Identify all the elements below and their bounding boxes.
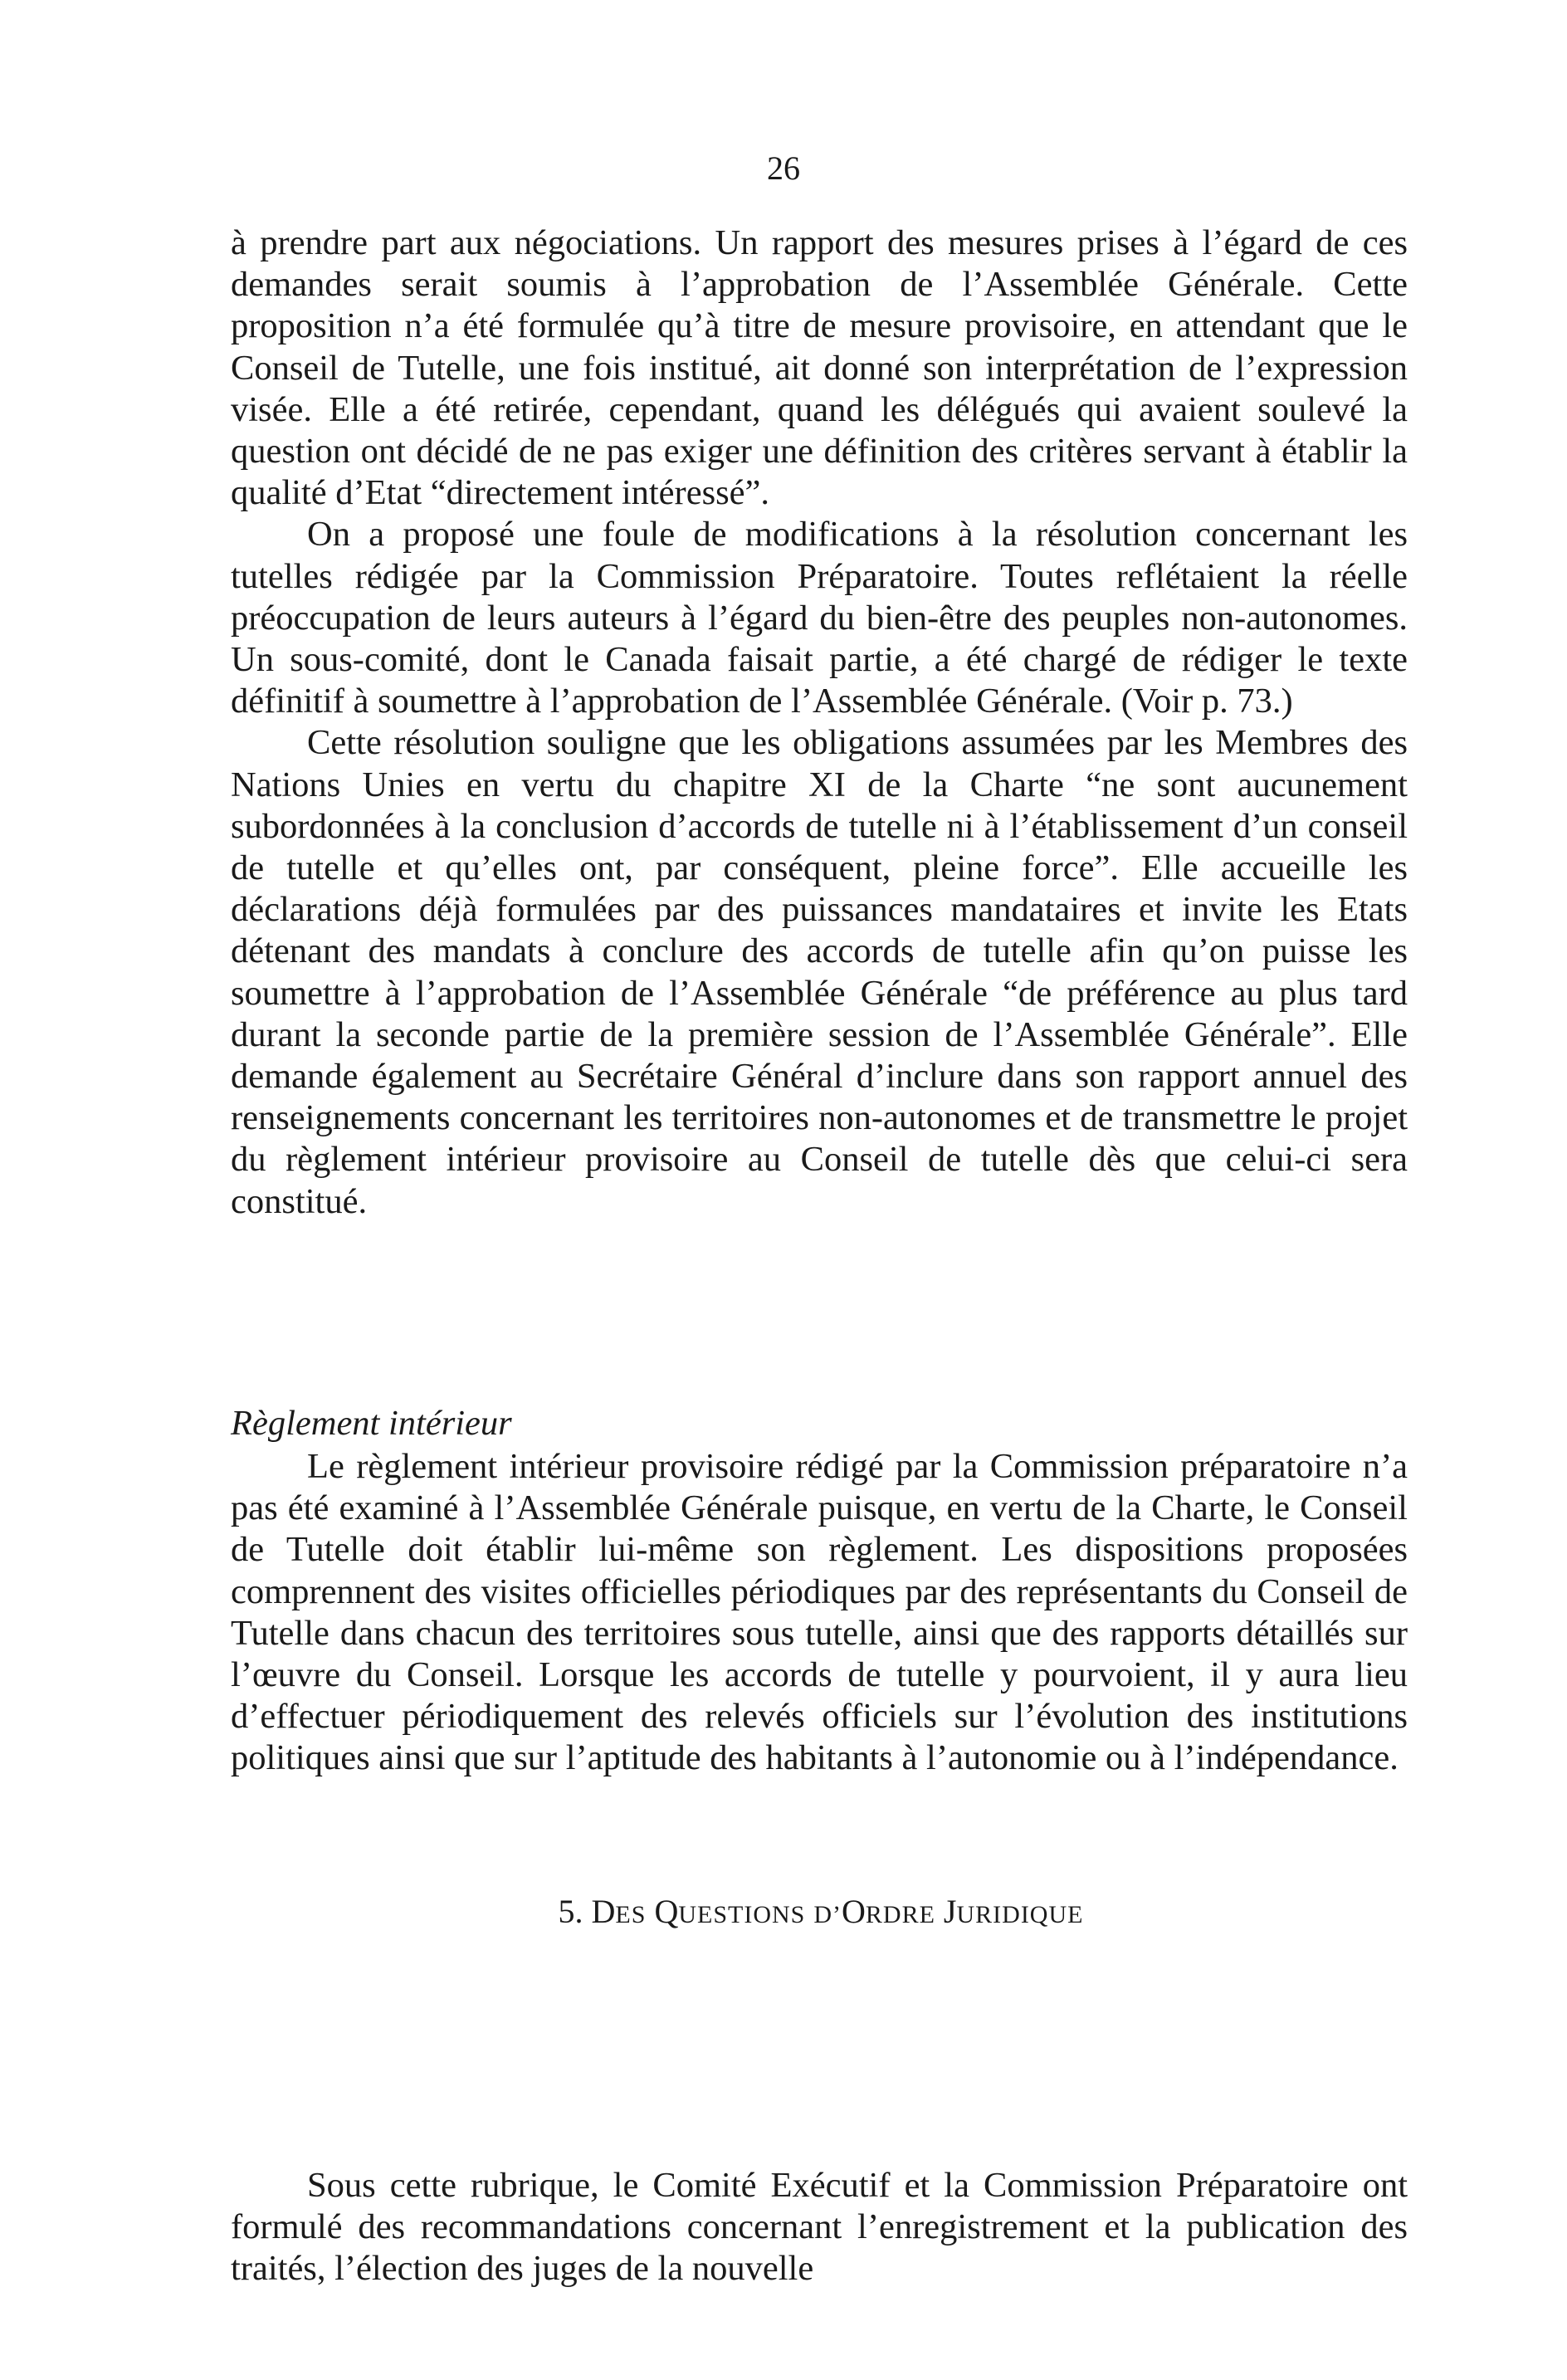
body-text-top xyxy=(231,222,1408,1223)
paragraph-modifications: On a proposé une foule de modifications à la résolution concernant les tutelles rédigée par la Commission Préparatoire. Toutes reflétaient la réelle préoccupation de leurs auteurs à l’égard du bien-être des peuples non-autonomes. Un sous-comité, dont le Canada faisait partie, a été chargé de rédiger le texte définitif à soumettre à l’approbation de l’Assemblée Générale. (Voir p. 73.) xyxy=(231,515,1408,721)
paragraph-resolution: Cette résolution souligne que les obligations assumées par les Membres des Nations Unies en vertu du chapitre XI de la Charte “ne sont aucunement subordonnées à la conclusion d’accords de tutelle ni à l’établissement d’un conseil de tutelle et qu’elles ont, par conséquent, pleine force”. Elle accueille les déclarations déjà formulées par des puissances mandataires et invite les Etats détenant des mandats à conclure des accords de tutelle afin qu’on puisse les soumettre à l’approbation de l’Assemblée Générale “de préférence au plus tard durant la seconde partie de la première session de l’Assemblée Générale”. Elle demande également au Secrétaire Général d’inclure dans son rapport annuel des renseignements concernant les territoires non-autonomes et de transmettre le projet du règlement intérieur provisoire au Conseil de tutelle dès que celui-ci sera constitué. xyxy=(231,723,1408,1221)
section-number: 5. xyxy=(558,1893,583,1930)
heading-word-3-rest: RDRE xyxy=(865,1901,935,1928)
heading-word-2-rest: UESTIONS xyxy=(678,1901,806,1928)
page-number: 26 xyxy=(767,149,800,187)
body-text-reglement xyxy=(231,1446,1408,1780)
subheading-reglement-interieur: Règlement intérieur xyxy=(231,1404,512,1443)
heading-word-4-initial: J xyxy=(943,1893,957,1930)
heading-word-3-prefix: D’ xyxy=(813,1901,842,1928)
paragraph-juridique: Sous cette rubrique, le Comité Exécutif et la Commission Préparatoire ont formulé des recommandations concernant l’enregistrement et la publication des traités, l’élection des juges de la nouvelle xyxy=(231,2166,1408,2289)
heading-word-1-initial: D xyxy=(591,1893,616,1930)
heading-word-3-initial: O xyxy=(842,1893,866,1930)
heading-word-2-initial: Q xyxy=(654,1893,679,1930)
paragraph-reglement: Le règlement intérieur provisoire rédigé par la Commission préparatoire n’a pas été examiné à l’Assemblée Générale puisque, en vertu de la Charte, le Conseil de Tutelle doit établir lui-même son règlement. Les dispositions proposées comprennent des visites officielles périodiques par des représentants du Conseil de Tutelle dans chacun des territoires sous tutelle, ainsi que des rapports détaillés sur l’œuvre du Conseil. Lorsque les accords de tutelle y pourvoient, il y aura lieu d’effectuer périodiquement des relevés officiels sur l’évolution des institutions politiques ainsi que sur l’aptitude des habitants à l’autonomie ou à l’indépendance. xyxy=(231,1447,1408,1778)
heading-word-4-rest: URIDIQUE xyxy=(956,1901,1084,1928)
body-text-juridique xyxy=(231,2165,1408,2290)
paragraph-continued: à prendre part aux négociations. Un rapport des mesures prises à l’égard de ces demandes serait soumis à l’approbation de l’Assemblée Générale. Cette proposition n’a été formulée qu’à titre de mesure provisoire, en attendant que le Conseil de Tutelle, une fois institué, ait donné son interprétation de l’expression visée. Elle a été retirée, cependant, quand les délégués qui avaient soulevé la question ont décidé de ne pas exiger une définition des critères servant à établir la qualité d’Etat “directement intéressé”. xyxy=(231,223,1408,513)
heading-word-1-rest: ES xyxy=(615,1901,647,1928)
section-heading-questions-juridiques xyxy=(0,1891,1567,1936)
